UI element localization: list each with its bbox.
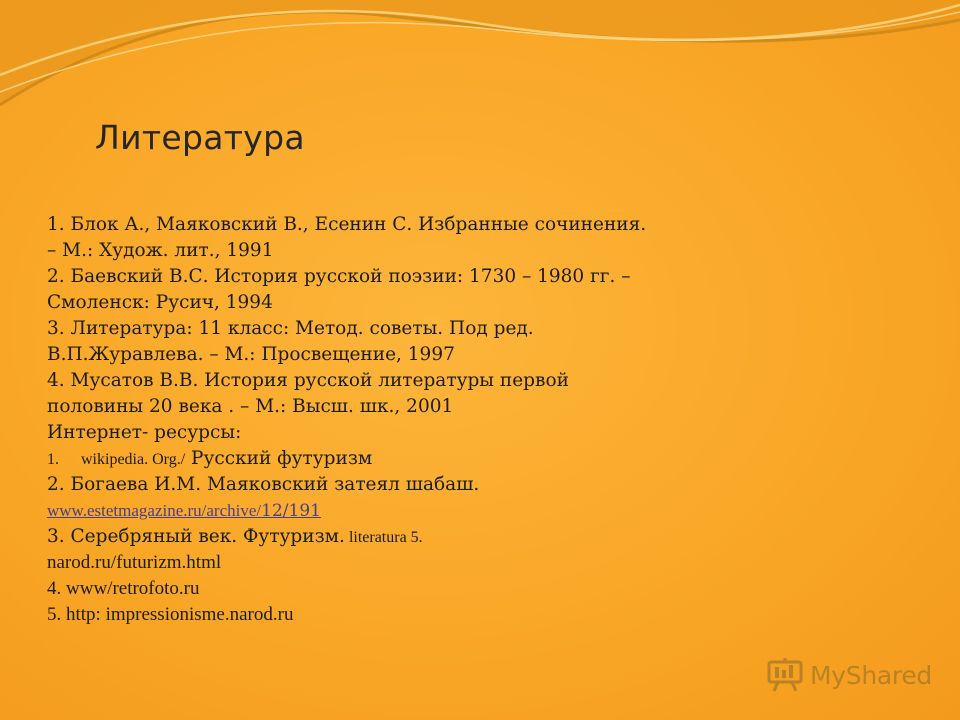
decorative-swoosh — [0, 0, 960, 130]
link-suffix: 12/191 — [261, 501, 321, 521]
link-prefix: www.estetmagazine.ru/archive/ — [47, 501, 262, 520]
bibliography-line: 2. Богаева И.М. Маяковский затеял шабаш. — [47, 474, 480, 495]
internet-resources-heading: Интернет- ресурсы: — [47, 422, 242, 443]
bibliography-line: narod.ru/futurizm.html — [47, 552, 222, 573]
presentation-board-icon — [766, 656, 804, 694]
list-item — [47, 446, 747, 472]
watermark-text: MyShared — [810, 660, 932, 690]
bibliography-line: В.П.Журавлева. – М.: Просвещение, 1997 — [47, 344, 455, 365]
bibliography-line: Смоленск: Русич, 1994 — [47, 292, 273, 313]
silver-age-source: literatura 5. — [344, 529, 423, 546]
myshared-watermark — [766, 653, 932, 697]
bibliography-line: 4. www/retrofoto.ru — [47, 578, 200, 599]
slide-title: Литература — [95, 118, 305, 157]
list-item-number: 1. — [47, 451, 59, 468]
bibliography-line — [47, 524, 747, 550]
bibliography-line: 5. http: impressionisme.narod.ru — [47, 604, 294, 625]
bibliography-line: 1. Блок А., Маяковский В., Есенин С. Избранные сочинения. — [47, 214, 647, 235]
bibliography-line: – М.: Худож. лит., 1991 — [47, 240, 274, 261]
silver-age-label: 3. Серебряный век. Футуризм. — [47, 526, 345, 547]
bibliography-line: 2. Баевский В.С. История русской поэзии: 1730 – 1980 гг. – — [47, 266, 631, 287]
bibliography-line: половины 20 века . – М.: Высш. шк., 2001 — [47, 396, 454, 417]
bibliography — [47, 212, 747, 628]
list-item-source: wikipedia. Org./ — [81, 451, 186, 468]
bibliography-line: 3. Литература: 11 класс: Метод. советы. Под ред. — [47, 318, 534, 339]
list-item-title: Русский футуризм — [185, 448, 373, 469]
estetmagazine-link[interactable] — [47, 501, 321, 520]
bibliography-line: 4. Мусатов В.В. История русской литературы первой — [47, 370, 569, 391]
link-row — [47, 498, 747, 524]
